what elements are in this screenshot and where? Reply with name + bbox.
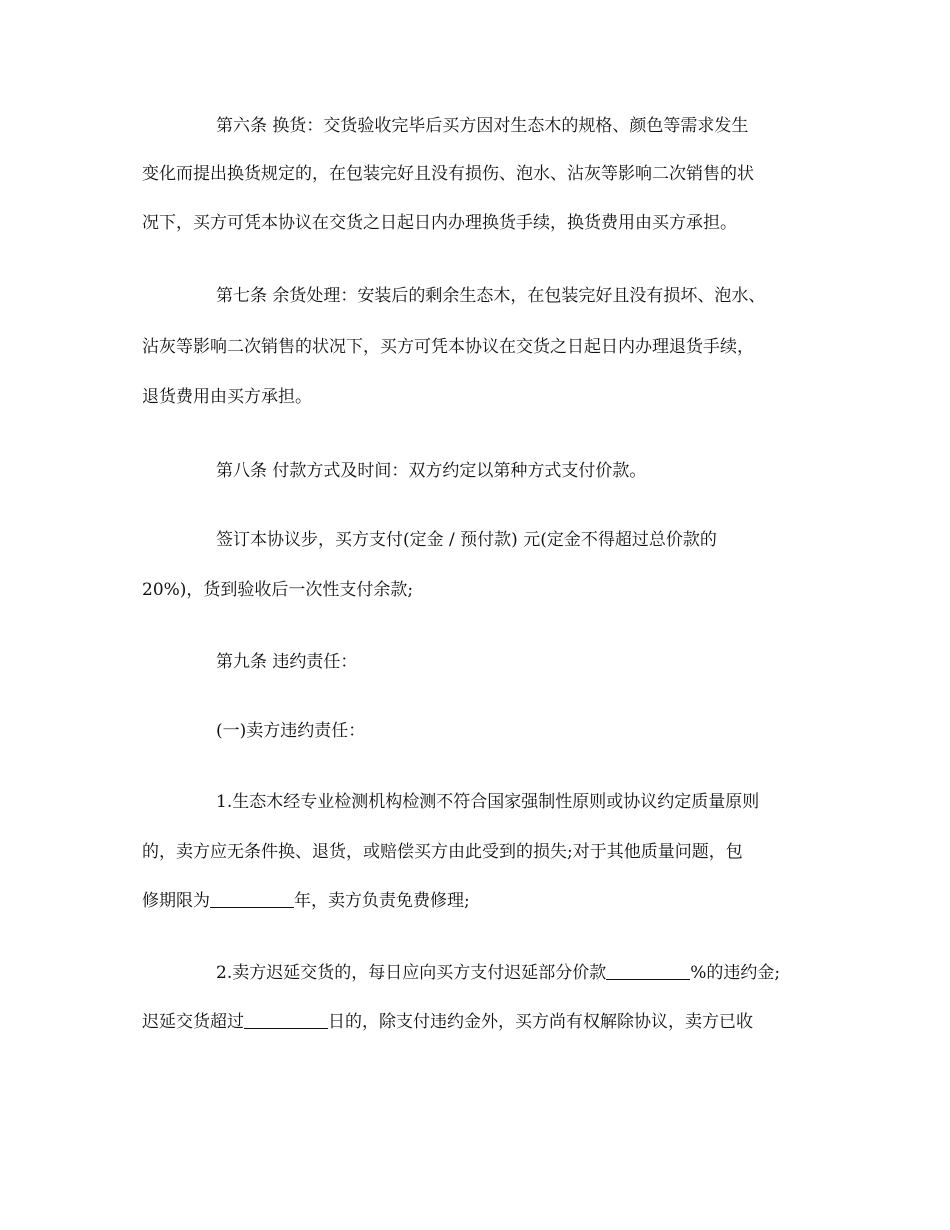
article-7-line-1: 第七条 余货处理：安装后的剩余生态木，在包装完好且没有损坏、泡水、 <box>216 286 766 306</box>
article-9-heading: 第九条 违约责任： <box>216 652 358 672</box>
item-1-line-3-text-a: 修期限为 <box>142 891 210 911</box>
delay-days-blank <box>244 1012 328 1029</box>
article-7-line-3: 退货费用由买方承担。 <box>142 387 312 407</box>
item-2-line-1-text-a: 2.卖方迟延交货的，每日应向买方支付迟延部分价款 <box>216 963 607 983</box>
payment-line-1: 签订本协议步，买方支付(定金 / 预付款) 元(定金不得超过总价款的 <box>216 530 717 550</box>
item-2-line-1 <box>216 962 780 984</box>
item-2-line-2-text-a: 迟延交货超过 <box>142 1012 244 1032</box>
item-1-line-2: 的，卖方应无条件换、退货，或赔偿买方由此受到的损失;对于其他质量问题，包 <box>142 842 743 862</box>
item-1-line-1: 1.生态木经专业检测机构检测不符合国家强制性原则或协议约定质量原则 <box>216 792 760 812</box>
item-2-line-2-text-b: 日的，除支付违约金外，买方尚有权解除协议，卖方已收 <box>328 1012 753 1032</box>
item-1-line-3 <box>142 890 470 912</box>
article-6-line-1: 第六条 换货：交货验收完毕后买方因对生态木的规格、颜色等需求发生 <box>216 116 749 136</box>
penalty-percent-blank <box>606 963 690 980</box>
article-7-line-2: 沾灰等影响二次销售的状况下，买方可凭本协议在交货之日起日内办理退货手续， <box>142 337 754 357</box>
item-2-line-2 <box>142 1011 753 1033</box>
article-8-line-1: 第八条 付款方式及时间：双方约定以第种方式支付价款。 <box>216 461 647 481</box>
item-1-line-3-text-b: 年，卖方负责免费修理; <box>294 891 470 911</box>
item-2-line-1-text-b: %的违约金; <box>690 963 781 983</box>
article-6-line-2: 变化而提出换货规定的，在包装完好且没有损伤、泡水、沾灰等影响二次销售的状 <box>142 164 754 184</box>
article-6-line-3: 况下，买方可凭本协议在交货之日起日内办理换货手续，换货费用由买方承担。 <box>142 213 737 233</box>
seller-liability-heading: (一)卖方违约责任： <box>216 721 366 741</box>
payment-line-2: 20%)，货到验收后一次性支付余款; <box>142 580 414 600</box>
warranty-years-blank <box>210 891 294 908</box>
